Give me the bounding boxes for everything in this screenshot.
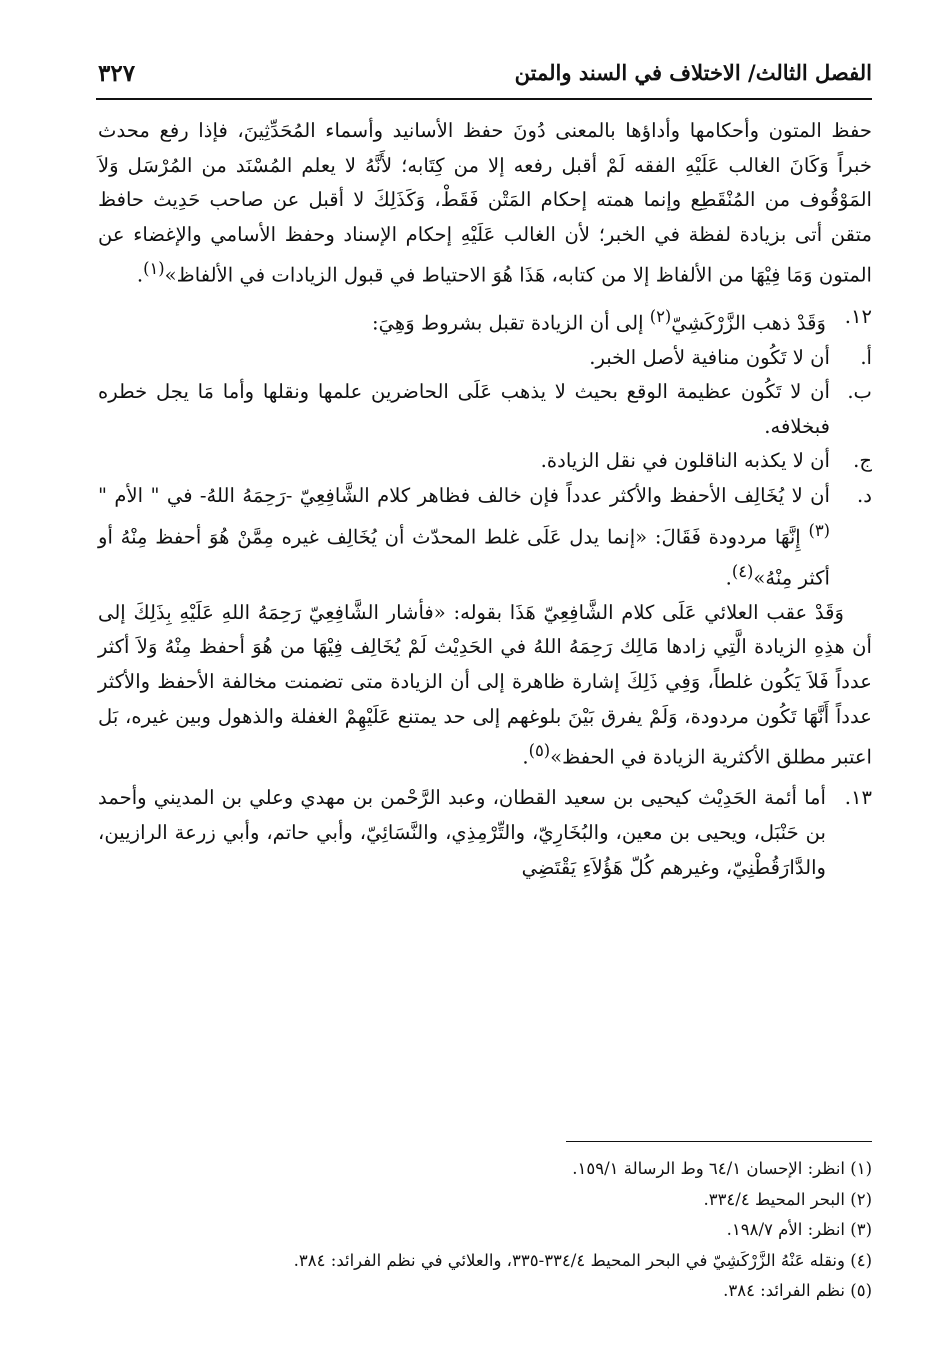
condition-text-cont: إِنَّهَا مردودة فَقَالَ: «إنما يدل عَلَى غلط المحدّث أن يُخَالِف غيره مِمَّنْ هُوَ أحفظ مِنْهُ أو أكثر مِنْهُ» <box>98 525 830 590</box>
condition-text: أن لا يُخَالِف الأحفظ والأكثر عدداً فإن خالف فظاهر كلام الشَّافِعِيّ -رَحِمَهُ اللهُ- في " الأم " <box>98 484 830 507</box>
condition-text: أن لا يكذبه الناقلون في نقل الزيادة. <box>540 449 830 473</box>
condition-letter: د. <box>857 484 872 507</box>
condition-b <box>98 375 872 444</box>
commentary-paragraph: وَقَدْ عقب العلائي عَلَى كلام الشَّافِعِيّ هَذَا بقوله: «فأشار الشَّافِعِيّ رَحِمَهُ اللهِ عَلَيْهِ بِذَلِكَ إلى أن هذِهِ الزيادة الَّتِي زادها مَالِك رَحِمَهُ اللهُ في الحَدِيْث لَمْ يُخَالِف فِيْهَا من هُوَ أحفظ مِنْهُ وَلاَ أكثر عدداً فَلاَ يَكُون غلطاً، وَفِي ذَلِكَ إشارة ظاهرة إلى أن الزيادة متى تضمنت مخالفة الأحفظ والأكثر عدداً أَنَّهَا تَكُون مردودة، وَلَمْ يفرق بَيْنَ بلوغهم إلى حد يمتنع عَلَيْهِمْ الغفلة والذهول وبين غيره، بَل اعتبر مطلق الأكثرية الزيادة في الحفظ»$^{(٥)}$. <box>98 600 872 769</box>
condition-text: أن لا تَكُون منافية لأصل الخبر. <box>589 345 830 369</box>
condition-letter: ب. <box>847 380 872 404</box>
footnote-2: (٢) البحر المحيط ٣٣٤/٤. <box>703 1189 872 1209</box>
condition-text: أن لا تَكُون عظيمة الوقع بحيث لا يذهب عَلَى الحاضرين علمها ونقلها وأما مَا يجل خطره فبخلافه. <box>98 380 830 438</box>
footnote-ref: (٢) <box>649 306 672 326</box>
footnote-5: (٥) نظم الفرائد: ٣٨٤. <box>723 1281 872 1300</box>
item-text: أما أئمة الحَدِيْث كيحيى بن سعيد القطان، وعبد الرَّحْمن بن مهدي وعلي بن المديني وأحمد بن حَنْبَل، ويحيى بن معين، والبُخَارِيّ، والتِّرْمِذِي، والنَّسَائِيّ، وأبي حاتم، وأبي زرعة الرازيين، والدَّارَقُطْنِيّ، وغيرهم كُلّ هَؤُلاَءِ يَقْتَضِي <box>98 786 826 879</box>
item-text: وَقَدْ ذهب الزَّرْكَشِيّ <box>671 311 826 335</box>
footnote-ref: (٥) <box>528 741 551 761</box>
footnote-ref: (٣) <box>808 520 830 540</box>
chapter-title: الفصل الثالث/ الاختلاف في السند والمتن <box>514 60 872 85</box>
running-header <box>96 58 872 100</box>
condition-letter: ج. <box>853 449 872 473</box>
footnote-ref: (٤) <box>731 561 754 581</box>
item-number: ١٢. <box>844 304 872 328</box>
footnote-1: (١) انظر: الإحسان ٦٤/١ وط الرسالة ١٥٩/١. <box>572 1159 872 1178</box>
paragraph-text: حفظ المتون وأحكامها وأداؤها بالمعنى دُونَ حفظ الأسانيد وأسماء المُحَدِّثِينَ، فإذا رفع محدث خبراً وَكَانَ الغالب عَلَيْهِ الفقه لَمْ أقبل رفعه إلا من كِتَابه؛ لأَنَّهُ لا يعلم المُسْنَد من المُرْسَل وَلاَ المَوْقُوف من المُنْقَطِع وإنما همته إحكام المَتْن فَقَطْ، وَكَذَلِكَ لا أقبل عن صاحب حَدِيث حافظ متقن أتى بزيادة لفظة في الخبر؛ لأن الغالب عَلَيْهِ إحكام الإسناد وحفظ الأسامي والإغضاء عن المتون وَمَا فِيْهَا من الألفاظ إلا من كتابه، هَذَا هُوَ الاحتياط في قبول الزيادات في الألفاظ» <box>98 119 872 287</box>
footnote-separator <box>566 1141 872 1142</box>
condition-a <box>98 341 872 376</box>
condition-d: د. أن لا يُخَالِف الأحفظ والأكثر عدداً فإن خالف فظاهر كلام الشَّافِعِيّ -رَحِمَهُ اللهُ- في " الأم "$^{(٣)}$ إِنَّهَا مردودة فَقَالَ: «إنما يدل عَلَى غلط المحدّث أن يُخَالِف غيره مِمَّنْ هُوَ أحفظ مِنْهُ أو أكثر مِنْهُ»$^{(٤)}$. <box>98 479 872 596</box>
condition-letter: أ. <box>860 345 872 369</box>
footnote-3: (٣) انظر: الأم ١٩٨/٧. <box>726 1220 872 1239</box>
list-item-12 <box>98 300 872 341</box>
paragraph-text: وَقَدْ عقب العلائي عَلَى كلام الشَّافِعِيّ هَذَا بقوله: «فأشار الشَّافِعِيّ رَحِمَهُ اللهِ عَلَيْهِ بِذَلِكَ إلى أن هذِهِ الزيادة الَّتِي زادها مَالِك رَحِمَهُ اللهُ في الحَدِيْث لَمْ يُخَالِف فِيْهَا من هُوَ أحفظ مِنْهُ وَلاَ أكثر عدداً فَلاَ يَكُون غلطاً، وَفِي ذَلِكَ إشارة ظاهرة إلى أن الزيادة متى تضمنت مخالفة الأحفظ والأكثر عدداً أَنَّهَا تَكُون مردودة، وَلَمْ يفرق بَيْنَ بلوغهم إلى حد يمتنع عَلَيْهِمْ الغفلة والذهول وبين غيره، بَل اعتبر مطلق الأكثرية الزيادة في الحفظ» <box>98 600 872 769</box>
item-number: ١٣. <box>844 786 872 810</box>
page-number: ٣٢٧ <box>98 60 136 87</box>
footnote-ref: (١) <box>143 259 165 279</box>
item-text-tail: إلى أن الزيادة تقبل بشروط وَهِيَ: <box>372 311 650 335</box>
quote-paragraph: حفظ المتون وأحكامها وأداؤها بالمعنى دُونَ حفظ الأسانيد وأسماء المُحَدِّثِينَ، فإذا رفع محدث خبراً وَكَانَ الغالب عَلَيْهِ الفقه لَمْ أقبل رفعه إلا من كِتَابه؛ لأَنَّهُ لا يعلم المُسْنَد من المُرْسَل وَلاَ المَوْقُوف من المُنْقَطِع وإنما همته إحكام المَتْن فَقَطْ، وَكَذَلِكَ لا أقبل عن صاحب حَدِيث حافظ متقن أتى بزيادة لفظة في الخبر؛ لأن الغالب عَلَيْهِ إحكام الإسناد وحفظ الأسامي والإغضاء عن المتون وَمَا فِيْهَا من الألفاظ إلا من كتابه، هَذَا هُوَ الاحتياط في قبول الزيادات في الألفاظ»$^{(١)}$. <box>98 119 872 287</box>
main-text <box>98 114 872 885</box>
condition-c <box>98 444 872 479</box>
footnote-4: (٤) ونقله عَنْهُ الزَّرْكَشِيّ في البحر المحيط ٣٣٤/٤-٣٣٥، والعلائي في نظم الفرائد: ٣٨٤. <box>293 1250 872 1270</box>
footnotes <box>92 1154 872 1307</box>
list-item-13 <box>98 781 872 885</box>
